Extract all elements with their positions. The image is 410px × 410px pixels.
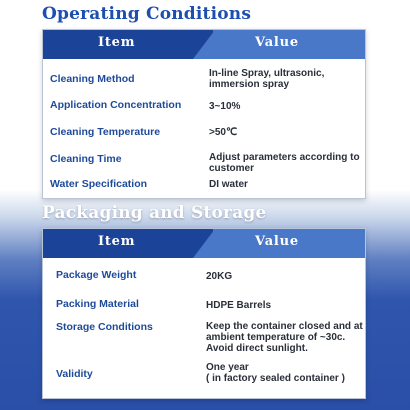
row-label: Storage Conditions [56, 321, 153, 333]
header-diagonal-divider [193, 30, 215, 59]
row-value: One year ( in factory sealed container ) [206, 362, 345, 384]
packaging-storage-table [42, 228, 366, 399]
operating-conditions-table [42, 29, 366, 199]
row-label: Validity [56, 368, 93, 380]
packaging-storage-title: Packaging and Storage [42, 203, 267, 223]
header-item-label: Item [98, 234, 136, 249]
row-label: Cleaning Method [50, 73, 135, 85]
row-label: Cleaning Time [50, 153, 122, 165]
row-value: 20KG [206, 271, 233, 282]
header-diagonal-divider [193, 229, 215, 258]
row-value: HDPE Barrels [206, 300, 272, 311]
row-label: Packing Material [56, 298, 139, 310]
operating-table-header [43, 30, 365, 59]
header-value-label: Value [255, 35, 299, 50]
header-value-label: Value [255, 234, 299, 249]
operating-conditions-title: Operating Conditions [42, 4, 252, 24]
header-item-label: Item [98, 35, 136, 50]
row-value: Keep the container closed and at ambient temperature of ~30c. Avoid direct sunlight. [206, 321, 363, 354]
row-value: DI water [209, 179, 248, 190]
row-label: Application Concentration [50, 99, 182, 111]
row-label: Water Specification [50, 178, 148, 190]
row-label: Package Weight [56, 269, 137, 281]
packaging-table-header [43, 229, 365, 258]
row-label: Cleaning Temperature [50, 126, 161, 138]
row-value: 3~10% [209, 101, 241, 112]
row-value: >50℃ [209, 127, 238, 138]
row-value: Adjust parameters according to customer [209, 152, 360, 174]
row-value: In-line Spray, ultrasonic, immersion spray [209, 68, 325, 90]
